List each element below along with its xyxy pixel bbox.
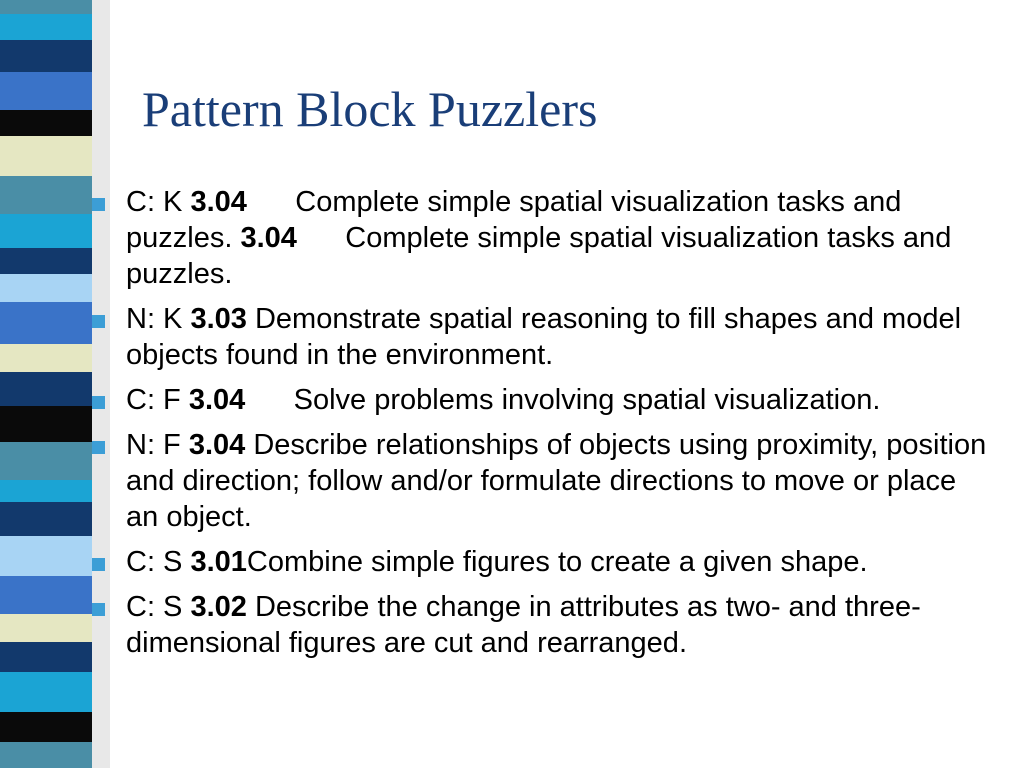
standard-code: 3.01 xyxy=(190,546,247,578)
stripe-segment xyxy=(0,502,92,536)
stripe-segment xyxy=(0,72,92,110)
stripe-segment xyxy=(0,642,92,672)
standard-code: 3.04 xyxy=(188,429,246,461)
stripe-segment xyxy=(0,442,92,480)
bullet-item xyxy=(92,301,992,373)
square-bullet-icon xyxy=(92,558,105,571)
stripe-segment xyxy=(0,480,92,502)
stripe-segment xyxy=(0,406,92,442)
stripe-segment xyxy=(0,536,92,576)
stripe-segment xyxy=(0,110,92,136)
bullet-item xyxy=(92,427,995,535)
bullet-text: C: S xyxy=(126,546,191,578)
stripe-segment xyxy=(0,136,92,176)
stripe-segment xyxy=(0,0,92,14)
standard-code: 3.03 xyxy=(190,303,247,335)
stripe-segment xyxy=(0,344,92,372)
stripe-segment xyxy=(0,672,92,712)
square-bullet-icon xyxy=(92,315,105,328)
bullet-item xyxy=(92,544,992,580)
stripe-segment xyxy=(0,758,92,768)
bullet-text: C: K xyxy=(126,186,191,218)
standard-code: 3.04 xyxy=(190,186,247,218)
bullet-item xyxy=(92,382,992,418)
stripe-segment xyxy=(0,40,92,72)
standard-code: 3.02 xyxy=(190,591,247,623)
bullet-text: C: S xyxy=(126,591,191,623)
bullet-text: Complete simple spatial visualization tasks and puzzles. xyxy=(126,186,910,254)
bullet-text: Describe the change in attributes as two- and three-dimensional figures are cut and rearranged. xyxy=(126,591,921,659)
slide-title: Pattern Block Puzzlers xyxy=(142,81,598,137)
stripe-segment xyxy=(0,302,92,344)
bullet-item xyxy=(92,589,992,661)
bullet-item xyxy=(92,184,992,292)
bullet-text: Complete simple spatial visualization tasks and puzzles. xyxy=(126,222,960,290)
bullet-list xyxy=(92,184,995,670)
bullet-text: N: F xyxy=(126,429,189,461)
stripe-segment xyxy=(0,372,92,406)
stripe-segment xyxy=(0,712,92,742)
stripe-segment xyxy=(0,14,92,40)
bullet-text: N: K xyxy=(126,303,191,335)
stripe-segment xyxy=(0,274,92,302)
stripe-segment xyxy=(0,576,92,614)
bullet-text: Describe relationships of objects using proximity, position and direction; follow and/or formulate directions to move or place an object. xyxy=(126,429,995,533)
bullet-text: Solve problems involving spatial visualization. xyxy=(245,384,881,416)
standard-code: 3.04 xyxy=(240,222,297,254)
bullet-text: Combine simple figures to create a given shape. xyxy=(246,546,868,578)
stripe-segment xyxy=(0,248,92,274)
square-bullet-icon xyxy=(92,441,105,454)
bullet-text: C: F xyxy=(126,384,189,416)
bullet-text: Demonstrate spatial reasoning to fill shapes and model objects found in the environment. xyxy=(126,303,970,371)
stripe-segment xyxy=(0,214,92,248)
square-bullet-icon xyxy=(92,396,105,409)
standard-code: 3.04 xyxy=(188,384,246,416)
square-bullet-icon xyxy=(92,603,105,616)
stripe-segment xyxy=(0,176,92,214)
stripe-segment xyxy=(0,742,92,758)
stripe-segment xyxy=(0,614,92,642)
square-bullet-icon xyxy=(92,198,105,211)
